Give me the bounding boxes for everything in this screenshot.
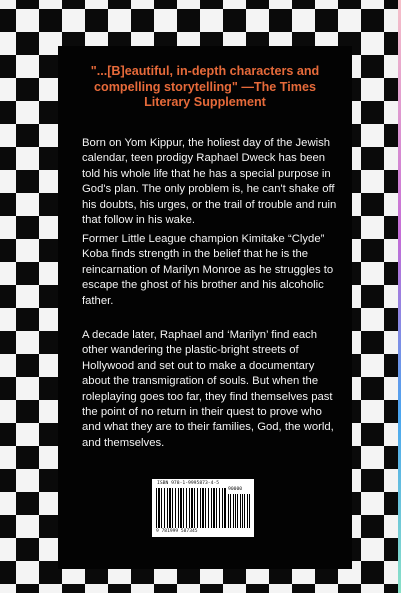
isbn-number: ISBN 978-1-9995873-4-5 — [157, 481, 220, 486]
blurb-paragraph-3: A decade later, Raphael and ‘Marilyn’ find each other wandering the plastic-bright streets of Hollywood and set out to make a documentary about the transmigration of souls. But when the roleplaying goes too far, they find themselves past the point of no return in their quest to prove who and what they are to their families, God, the world, and themselves. — [82, 329, 334, 449]
blurb-paragraph-1: Born on Yom Kippur, the holiest day of the Jewish calendar, teen prodigy Raphael Dweck has been told his whole life that he has a special purpose in God's plan. The only problem is, he can't shake off his doubts, his urges, or the trail of trouble and ruin that follow in his wake. — [82, 137, 337, 227]
review-quote: "...[B]eautiful, in-depth characters and compelling storytelling" —The Times Literary Supplement — [90, 64, 320, 110]
isbn-barcode — [152, 479, 254, 537]
blurb-paragraph-2: Former Little League champion Kimitake “Clyde” Koba finds strength in the belief that he is the reincarnation of Marilyn Monroe as he struggles to escape the ghost of his brother and his alcoholic father. — [82, 233, 334, 307]
barcode-bars — [156, 488, 226, 528]
back-cover-text-panel — [58, 46, 352, 569]
barcode-digits: 9 781999 587345 — [156, 529, 198, 534]
barcode-addon-bars — [228, 494, 250, 528]
price-code: 90000 — [228, 487, 243, 492]
